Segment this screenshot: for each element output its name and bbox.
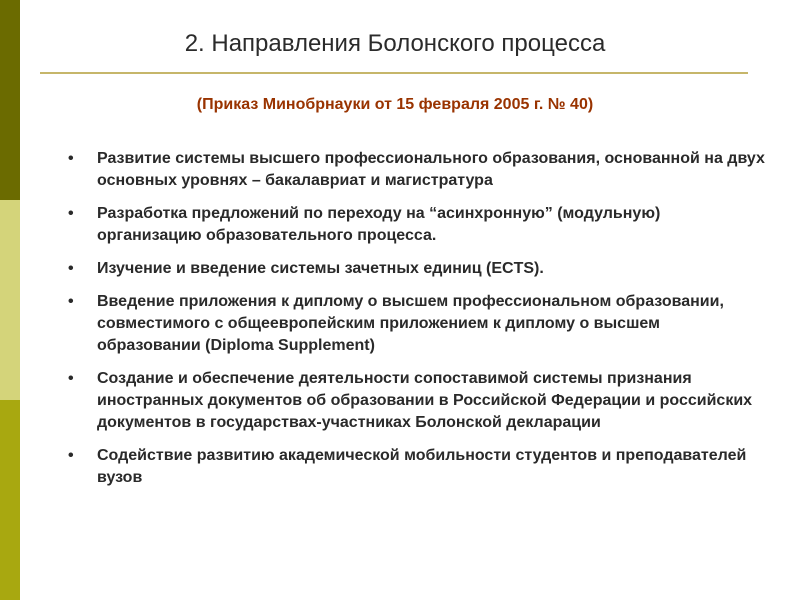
bullet-text: Разработка предложений по переходу на “асинхронную” (модульную) организацию образовательного процесса. [97,205,661,244]
bullet-marker: • [68,447,74,464]
bullet-text: Изучение и введение системы зачетных единиц (ECTS). [97,260,544,277]
sidebar-band-top [0,0,20,200]
bullet-marker: • [68,293,74,310]
bullet-item [68,203,768,247]
sidebar-band-middle [0,200,20,400]
slide-subtitle: (Приказ Минобрнауки от 15 февраля 2005 г. № 40) [196,96,594,113]
bullet-marker: • [68,205,74,222]
bullet-text: Создание и обеспечение деятельности сопоставимой системы признания иностранных документов об образовании в Российской Федерации и российских документов в государствах-участниках Болонской декларации [97,370,753,431]
bullet-list [68,148,768,500]
bullet-item [68,291,768,357]
bullet-marker: • [68,150,74,167]
bullet-item [68,258,768,280]
slide-title: 2. Направления Болонского процесса [184,30,606,57]
bullet-text: Введение приложения к диплому о высшем профессиональном образовании, совместимого с общеевропейским приложением к диплому о высшем образовании (Diploma Supplement) [97,293,724,354]
title-divider [40,72,748,74]
sidebar-band-bottom [0,400,20,600]
bullet-text: Развитие системы высшего профессионального образования, основанной на двух основных уровнях – бакалавриат и магистратура [97,150,765,189]
bullet-item [68,368,768,434]
bullet-item [68,148,768,192]
bullet-marker: • [68,370,74,387]
bullet-text: Содействие развитию академической мобильности студентов и преподавателей вузов [97,447,747,486]
bullet-marker: • [68,260,74,277]
bullet-item [68,445,768,489]
